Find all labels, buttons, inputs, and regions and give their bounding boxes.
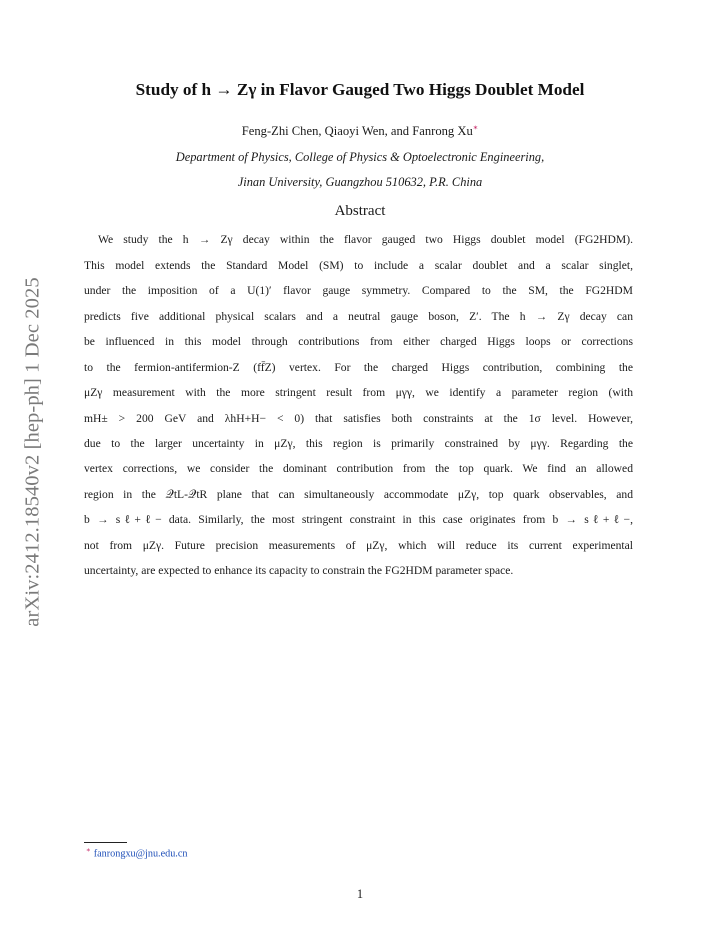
abstract-line: under the imposition of a U(1)′ flavor gauge symmetry. Compared to the SM, the FG2HDM [84, 284, 633, 297]
abstract-line: predicts five additional physical scalars and a neutral gauge boson, Z′. The h → Zγ decay can [84, 310, 633, 323]
abstract-line: b → sℓ+ℓ− data. Similarly, the most stringent constraint in this case originates from b → sℓ+ℓ−, [84, 513, 633, 526]
abstract-line: be influenced in this model through contributions from either charged Higgs loops or corrections [84, 335, 633, 348]
abstract-line: This model extends the Standard Model (SM) to include a scalar doublet and a scalar singlet, [84, 259, 633, 272]
abstract-line: uncertainty, are expected to enhance its capacity to constrain the FG2HDM parameter space. [84, 564, 514, 577]
arxiv-identifier-stamp: arXiv:2412.18540v2 [hep-ph] 1 Dec 2025 [21, 277, 44, 627]
author-names: Feng-Zhi Chen, Qiaoyi Wen, and Fanrong Xu [241, 124, 473, 139]
abstract-line: We study the h → Zγ decay within the flavor gauged two Higgs doublet model (FG2HDM). [98, 233, 633, 246]
abstract-line: not from μZγ. Future precision measurements of μZγ, which will reduce its current experimental [84, 539, 633, 552]
footnote-marker: ∗ [86, 846, 91, 854]
page-number: 1 [356, 887, 364, 901]
paper-title: Study of h → Zγ in Flavor Gauged Two Higgs Doublet Model [135, 80, 585, 99]
abstract-line: to the fermion-antifermion-Z (ff̄Z) vertex. For the charged Higgs contribution, combining the [84, 361, 633, 374]
affiliation-department: Department of Physics, College of Physics & Optoelectronic Engineering, [175, 150, 545, 164]
author-footnote-marker[interactable]: ∗ [472, 123, 479, 132]
author-list [0, 123, 720, 139]
abstract-line: region in the 𝒬tL-𝒬tR plane that can simultaneously accommodate μZγ, top quark observables, and [84, 488, 633, 501]
abstract-heading: Abstract [334, 203, 386, 219]
affiliation-university: Jinan University, Guangzhou 510632, P.R. China [237, 175, 483, 189]
email-link[interactable]: fanrongxu@jnu.edu.cn [93, 848, 188, 860]
abstract-line: mH± > 200 GeV and λhH+H− < 0) that satisfies both constraints at the 1σ level. However, [84, 412, 633, 425]
footnote [86, 846, 187, 859]
abstract-line: vertex corrections, we consider the dominant contribution from the top quark. We find an allowed [84, 462, 633, 475]
abstract-line: due to the larger uncertainty in μZγ, this region is primarily constrained by μγγ. Regarding the [84, 437, 633, 450]
footnote-divider [84, 842, 127, 843]
abstract-line: μZγ measurement with the more stringent result from μγγ, we identify a parameter region (with [84, 386, 633, 399]
